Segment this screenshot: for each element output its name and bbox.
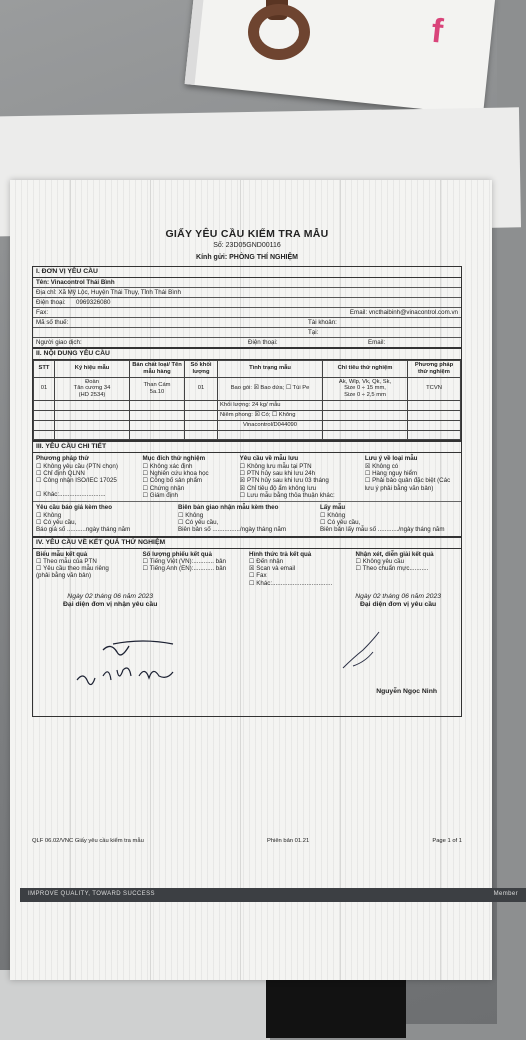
col-qty: Số khối lượng — [185, 360, 218, 377]
requester-signature-scribble — [333, 628, 403, 678]
option: ☐ Khác:................................... — [249, 579, 333, 587]
code-line: Đoàn — [85, 378, 99, 385]
requester-name: Tên: Vinacontrol Thái Bình — [36, 278, 115, 286]
test-line: Ak, Wlp, Vk, Qk, Sk, — [338, 378, 392, 385]
option: ☐ Không — [320, 511, 346, 519]
contact-phone-label: Điện thoại: — [248, 338, 278, 346]
cell-method: TCVN — [408, 377, 461, 400]
requester-address-row — [33, 288, 461, 298]
option: Biên bản lấy mẫu số ............/ngày tháng năm — [320, 526, 445, 534]
key-ring — [248, 4, 310, 60]
receiver-title: Đại diện đơn vị nhận yêu cầu — [63, 601, 158, 609]
retention-group — [240, 455, 361, 499]
delivery-group — [249, 551, 352, 588]
col-method: Phương pháp thử nghiệm — [408, 360, 461, 377]
group-title: Lấy mẫu — [320, 504, 346, 512]
results-grid — [33, 549, 461, 590]
contact-label: Người giao dịch: — [36, 338, 82, 346]
requester-signature — [355, 593, 441, 609]
requester-tax-row — [33, 318, 461, 328]
name-line: Than Cám — [143, 381, 171, 388]
section-title: IV. YÊU CẦU VỀ KẾT QUẢ THỬ NGHIỆM — [33, 538, 461, 549]
notebook-logo-mark: f — [429, 11, 445, 51]
option: ☐ Có yêu cầu, — [178, 518, 219, 526]
option: ☐ Yêu cầu theo mẫu riêng — [36, 565, 109, 573]
requester-date: Ngày 02 tháng 06 năm 2023 — [355, 593, 441, 601]
form-version: Phiên bản 01.21 — [266, 838, 310, 844]
requester-bank-row — [33, 328, 461, 338]
group-title: Nhận xét, diễn giải kết quả — [355, 550, 434, 558]
cell-stt: 01 — [34, 377, 55, 400]
option: ☐ Không yêu cầu (PTN chọn) — [36, 462, 118, 470]
requester-title: Đại diện đơn vị yêu cầu — [359, 601, 437, 609]
code-line: (HD 2534) — [78, 392, 106, 399]
table-row — [34, 430, 461, 440]
form-number: Số: 23D05GND00116 — [213, 242, 281, 250]
option: ☐ Tiếng Việt (VN):............ bản — [142, 557, 226, 565]
option: ☒ Không có — [364, 462, 399, 470]
option: ☐ PTN hủy sau khi lưu 24h — [239, 470, 316, 477]
account-label: Tài khoản: — [308, 318, 337, 326]
group-title: Yêu cầu về mẫu lưu — [239, 455, 299, 463]
cell-name — [130, 377, 185, 400]
sampling-group — [320, 504, 458, 533]
option: ☐ Không — [36, 511, 62, 519]
receiver-signature — [63, 593, 157, 609]
section-requester — [32, 266, 462, 348]
handover-group — [178, 504, 316, 533]
group-title: Biên bản giao nhận mẫu kèm theo — [178, 504, 279, 512]
seal-code-cell: Vinacontrol/D044090 — [218, 420, 323, 430]
col-code: Ký hiệu mẫu — [55, 360, 130, 377]
option: (phải bằng văn bản) — [36, 572, 92, 580]
option: ☐ Không xác định — [142, 462, 193, 470]
member-text: Member — [493, 891, 518, 897]
name-line: 5a.10 — [149, 388, 165, 395]
result-form-group — [36, 551, 139, 588]
group-title: Hình thức trả kết quả — [249, 550, 312, 558]
option: ☐ Khác:........................... — [36, 490, 106, 498]
col-name: Bản chất loại/ Tên mẫu hàng — [130, 360, 185, 377]
group-title: Biểu mẫu kết quả — [36, 550, 88, 558]
requester-fax-row — [33, 308, 461, 318]
test-line: Size 0 ÷ 15 mm, — [344, 385, 386, 392]
col-stt: STT — [34, 360, 55, 377]
cell-tests — [323, 377, 408, 400]
tax-label: Mã số thuế: — [36, 318, 69, 326]
option: ☐ Theo chuẩn mực........... — [355, 565, 429, 573]
seal-cell: Niêm phong: ☒ Có; ☐ Không — [218, 410, 323, 420]
option: ☐ Tiếng Anh (EN):............ bản — [142, 565, 227, 573]
phone-value: 0969326080 — [76, 298, 111, 306]
group-title: Phương pháp thử — [36, 455, 89, 463]
form-title: GIẤY YÊU CẦU KIỂM TRA MẪU — [165, 228, 329, 240]
option: ☐ Không — [178, 511, 204, 519]
option: ☐ Theo mẫu của PTN — [36, 557, 97, 565]
copies-group — [143, 551, 246, 588]
form-footer — [32, 838, 462, 845]
receiver-signature-scribble — [73, 630, 213, 700]
receiver-date: Ngày 02 tháng 06 năm 2023 — [67, 593, 154, 601]
cell-qty: 01 — [185, 377, 218, 400]
form-recipient: Kính gửi: PHÒNG THÍ NGHIỆM — [196, 253, 298, 261]
fax-label: Fax: — [36, 308, 49, 316]
form-code: QLF 06.02/VNC Giấy yêu cầu kiểm tra mẫu — [32, 838, 144, 844]
option: ☐ Hàng nguy hiểm — [364, 470, 418, 477]
option: ☒ Chỉ tiêu độ ẩm không lưu — [239, 484, 317, 492]
section-title: III. YÊU CẦU CHI TIẾT — [33, 442, 461, 453]
purpose-group — [143, 455, 236, 499]
contact-email-label: Email: — [368, 338, 386, 346]
group-title: Yêu cầu báo giá kèm theo — [36, 504, 112, 512]
slogan-text: IMPROVE QUALITY, TOWARD SUCCESS — [28, 891, 155, 897]
paper-bottom — [0, 970, 270, 1040]
slogan-band — [20, 888, 526, 902]
option: ☐ Lưu mẫu bằng thỏa thuận khác: — [239, 491, 335, 499]
contact-row — [33, 338, 461, 347]
cell-code — [55, 377, 130, 400]
page-number: Page 1 of 1 — [432, 838, 462, 844]
document-page — [10, 180, 518, 980]
option: ☐ Chỉ định QLNN — [36, 470, 85, 477]
interpretation-group — [356, 551, 459, 588]
sample-type-group — [365, 455, 458, 499]
code-line: Tân cương 34 — [73, 385, 111, 392]
requester-name-row — [33, 278, 461, 288]
option: ☐ Công bố sản phẩm — [142, 477, 203, 485]
details-grid — [33, 453, 461, 501]
email-value: Email: vncthaibinh@vinacontrol.com.vn — [349, 308, 458, 316]
option: ☐ Phải bảo quản đặc biệt (Các lưu ý phải bằng văn bản) — [364, 477, 451, 492]
option: ☐ Giám định — [142, 491, 178, 499]
requester-address: Địa chỉ: Xã Mỹ Lộc, Huyện Thái Thụy, Tỉnh Thái Bình — [36, 288, 181, 296]
table-row — [34, 410, 461, 420]
option: ☐ Không yêu cầu — [355, 557, 405, 565]
requester-name: Nguyễn Ngọc Ninh — [376, 687, 437, 695]
quote-group — [36, 504, 174, 533]
section-request-content — [32, 348, 462, 441]
option: ☐ Không lưu mẫu tại PTN — [239, 462, 312, 470]
option: ☒ Scan và email — [249, 565, 296, 573]
attachments-grid — [33, 501, 461, 535]
option: ☐ Có yêu cầu, — [320, 518, 361, 526]
table-header-row — [34, 360, 461, 377]
bank-label: Tại: — [308, 328, 319, 336]
section-details — [32, 441, 462, 536]
section-results — [32, 537, 462, 717]
section-title: II. NỘI DUNG YÊU CẦU — [33, 349, 461, 360]
col-state: Tình trạng mẫu — [218, 360, 323, 377]
table-row — [34, 420, 461, 430]
option: ☒ PTN hủy sau khi lưu 03 tháng — [239, 477, 329, 485]
option: ☐ Công nhận ISO/IEC 17025 — [36, 477, 117, 485]
cell-state: Bao gói: ☒ Bao dứa; ☐ Túi Pe — [218, 377, 323, 400]
form — [28, 228, 518, 948]
test-line: Size 0 ÷ 2,5 mm — [344, 392, 386, 399]
option: ☐ Nghiên cứu khoa học — [142, 470, 209, 477]
group-title: Lưu ý về loại mẫu — [364, 455, 418, 463]
group-title: Mục đích thử nghiệm — [142, 455, 206, 463]
signature-block — [33, 589, 461, 611]
section-title: I. ĐƠN VỊ YÊU CẦU — [33, 267, 461, 278]
option: ☐ Đến nhận — [249, 557, 284, 565]
col-tests: Chỉ tiêu thử nghiệm — [323, 360, 408, 377]
option: Báo giá số ...........ngày tháng năm — [36, 526, 131, 534]
weight-cell: Khối lượng: 24 kg/ mẫu — [218, 401, 323, 411]
sample-table — [33, 360, 461, 440]
group-title: Số lượng phiếu kết quả — [142, 550, 212, 558]
table-row — [34, 401, 461, 411]
requester-phone-row — [33, 298, 461, 308]
option: ☐ Có yêu cầu, — [36, 518, 77, 526]
table-row — [34, 377, 461, 400]
option: Biên bản số ................/ngày tháng năm — [178, 526, 287, 534]
option: ☐ Fax — [249, 572, 267, 580]
test-method-group — [36, 455, 139, 499]
option: ☐ Chứng nhận — [142, 484, 185, 492]
phone-label: Điện thoại: — [36, 298, 66, 306]
